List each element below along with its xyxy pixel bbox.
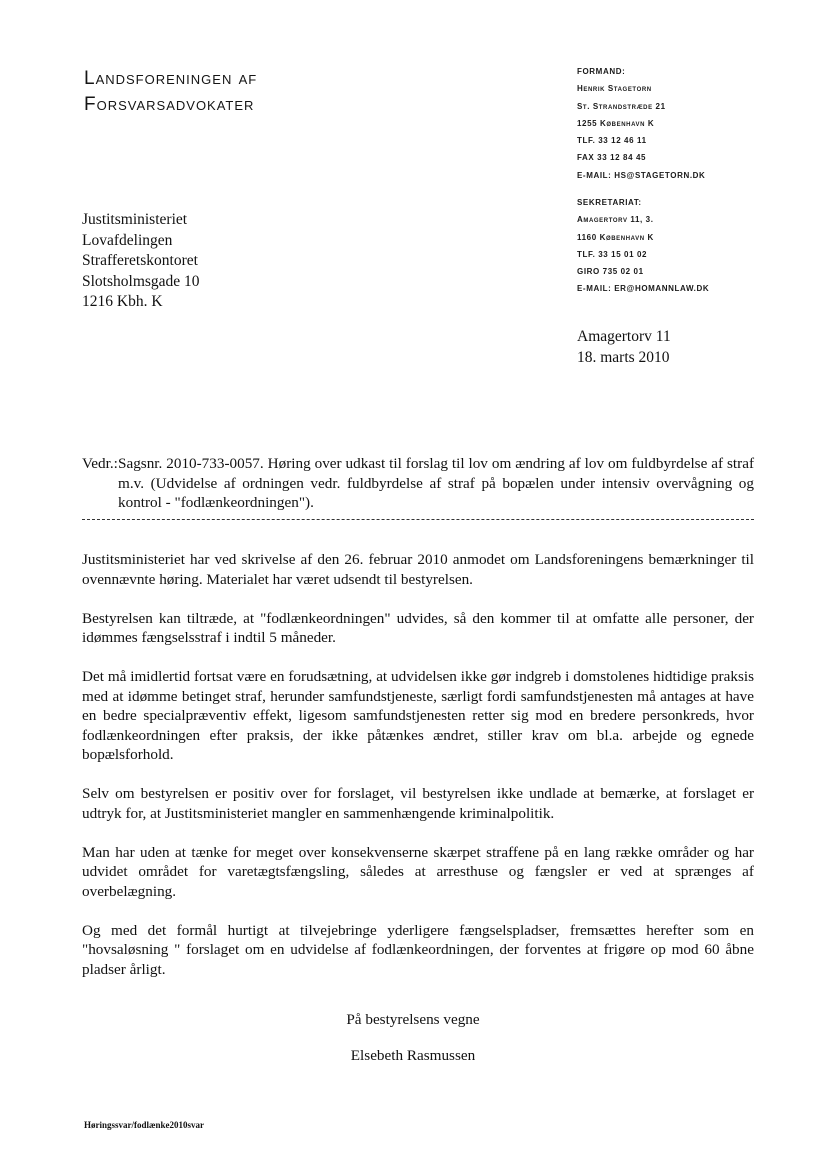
secretariat-giro: GIRO 735 02 01 xyxy=(577,267,644,277)
org-name-line1: Landsforeningen af xyxy=(84,68,258,89)
recipient-line: 1216 Kbh. K xyxy=(82,293,163,310)
subject-text: Sagsnr. 2010-733-0057. Høring over udkast til forslag til lov om ændring af lov om fuldbyrdelse af straf m.v. (Udvidelse af ordningen vedr. fuldbyrdelse af straf på bopælen under intensiv overvågning og kontrol - "fodlænkeordningen"). xyxy=(118,455,754,511)
body-paragraph: Bestyrelsen kan tiltræde, at "fodlænkeordningen" udvides, så den kommer til at omfatte alle personer, der idømmes fængselsstraf i indtil 5 måneder. xyxy=(82,609,754,646)
signatory-name: Elsebeth Rasmussen xyxy=(350,1047,476,1064)
recipient-address xyxy=(82,210,200,313)
secretariat-email: E-MAIL: ER@HOMANNLAW.DK xyxy=(577,284,710,294)
recipient-line: Slotsholmsgade 10 xyxy=(82,272,200,290)
recipient-line: Strafferetskontoret xyxy=(82,252,198,269)
body-paragraph: Og med det formål hurtigt at tilvejebringe yderligere fængselspladser, fremsættes herefter som en "hovsaløsning " forslaget om en udvidelse af fodlænkeordningen, der forventes at frigøre op mod 60 åbne pladser årligt. xyxy=(82,921,754,978)
recipient-line: Lovafdelingen xyxy=(82,231,173,249)
place-and-date xyxy=(577,327,671,368)
subject-line xyxy=(82,454,754,513)
chairman-contact-block xyxy=(577,63,705,184)
signoff-on-behalf: På bestyrelsens vegne xyxy=(346,1011,480,1028)
secretariat-heading: SEKRETARIAT: xyxy=(577,198,642,207)
chairman-name: Henrik Stagetorn xyxy=(577,84,652,94)
secretariat-contact-block xyxy=(577,194,709,298)
org-name-line2: Forsvarsadvokater xyxy=(84,94,255,115)
letter-body xyxy=(82,550,754,999)
secretariat-street: Amagertorv 11, 3. xyxy=(577,215,654,225)
subject-label: Vedr.: xyxy=(82,455,118,472)
body-paragraph: Det må imidlertid fortsat være en forudsætning, at udvidelsen ikke gør indgreb i domstolenes hidtidige praksis med at idømme betinget straf, herunder samfundstjeneste, særligt fordi samfundstjenesten må antages at have en bedre specialpræventiv effekt, ligesom samfundstjenesten retter sig mod en bredere personkreds, hvor fodlænkeordningen efter praksis, der ikke påtænkes ændret, stiller krav om bl.a. arbejde og egnede bopælsforhold. xyxy=(82,668,754,763)
chairman-email: E-MAIL: HS@STAGETORN.DK xyxy=(577,170,706,180)
file-reference: Høringssvar/fodlænke2010svar xyxy=(84,1120,205,1130)
body-paragraph: Man har uden at tænke for meget over konsekvenserne skærpet straffene på en lang række områder og har udvidet området for varetægtsfængsling, således at arresthuse og fængsler er ved at sprænges af overbelægning. xyxy=(82,843,754,900)
body-paragraph: Selv om bestyrelsen er positiv over for forslaget, vil bestyrelsen ikke undlade at bemærke, at forslaget er udtryk for, at Justitsministeriet mangler en sammenhængende kriminalpolitik. xyxy=(82,785,754,822)
secretariat-phone: TLF. 33 15 01 02 xyxy=(577,249,648,259)
dashed-divider xyxy=(82,519,754,520)
secretariat-city: 1160 København K xyxy=(577,232,654,242)
chairman-heading: FORMAND: xyxy=(577,67,626,76)
chairman-fax: FAX 33 12 84 45 xyxy=(577,153,647,163)
organization-name xyxy=(84,66,257,118)
chairman-phone: TLF. 33 12 46 11 xyxy=(577,136,647,146)
chairman-street: St. Strandstræde 21 xyxy=(577,101,666,111)
letter-date: 18. marts 2010 xyxy=(577,348,670,366)
recipient-line: Justitsministeriet xyxy=(82,211,188,228)
letter-place: Amagertorv 11 xyxy=(577,328,671,345)
chairman-city: 1255 København K xyxy=(577,118,655,128)
body-paragraph: Justitsministeriet har ved skrivelse af den 26. februar 2010 anmodet om Landsforeningens bemærkninger til ovennævnte høring. Materialet har været udsendt til bestyrelsen. xyxy=(82,551,754,588)
